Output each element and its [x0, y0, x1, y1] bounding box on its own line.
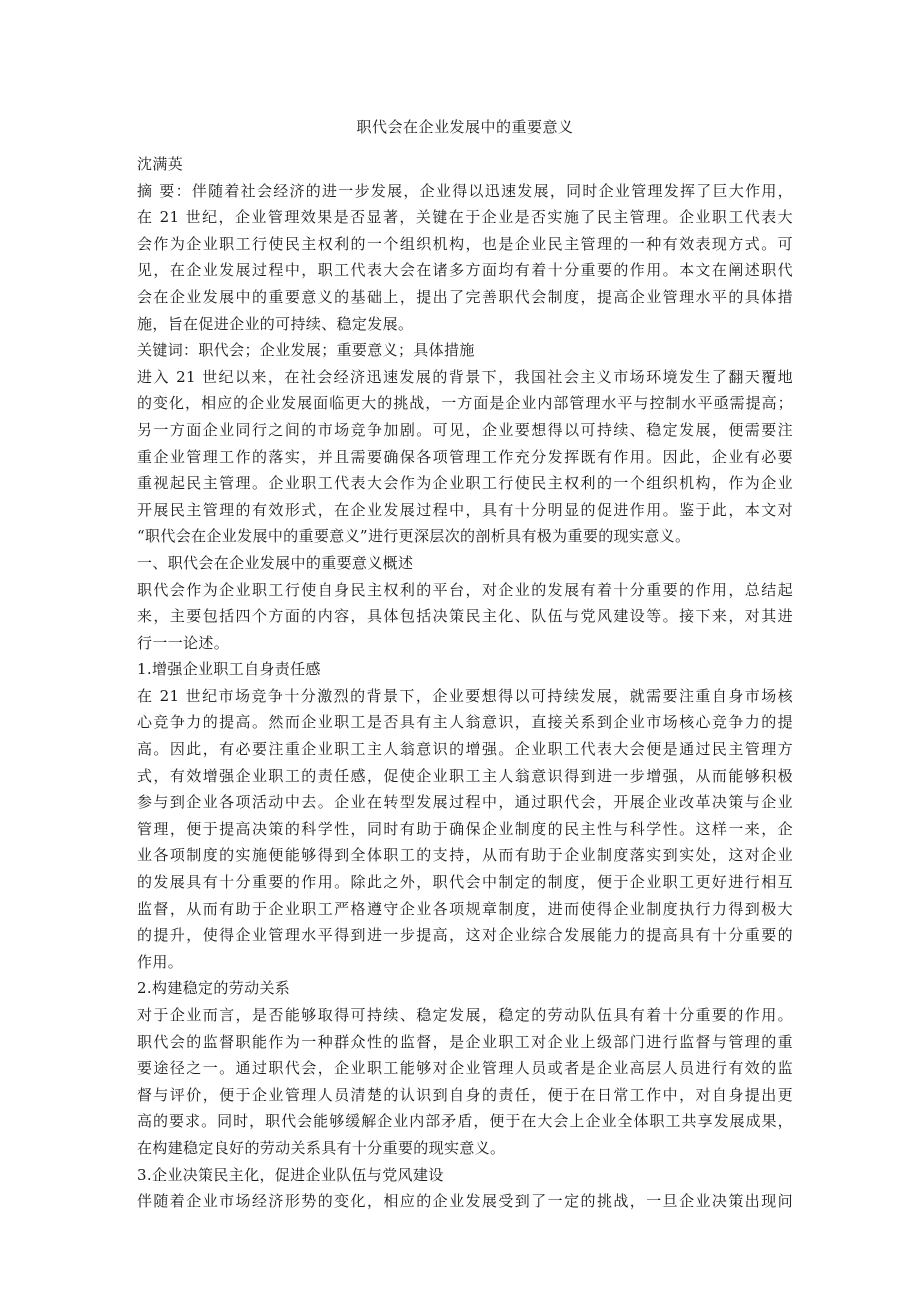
text-line: 在 21 世纪，企业管理效果是否显著，关键在于企业是否实施了民主管理。企业职工代表大 [137, 208, 793, 227]
text-line: 施，旨在促进企业的可持续、稳定发展。 [137, 314, 414, 333]
text-line: 关键词：职代会；企业发展；重要意义；具体措施 [137, 341, 475, 360]
text-line: 监督，从而有助于企业职工严格遵守企业各项规章制度，进而使得企业制度执行力得到极大 [137, 899, 793, 918]
document-title: 职代会在企业发展中的重要意义 [356, 118, 574, 136]
text-line: 业各项制度的实施便能够得到全体职工的支持，从而有助于企业制度落实到实处，这对企业 [137, 846, 793, 865]
text-line: 要途径之一。通过职代会，企业职工能够对企业管理人员或者是企业高层人员进行有效的监 [137, 1059, 793, 1078]
text-line: 的提升，使得企业管理水平得到进一步提高，这对企业综合发展能力的提高具有十分重要的 [137, 926, 793, 945]
text-line: 督与评价，便于企业管理人员清楚的认识到自身的责任，便于在日常工作中，对自身提出更 [137, 1085, 793, 1104]
text-line: 1.增强企业职工自身责任感 [137, 660, 321, 679]
text-line: 伴随着企业市场经济形势的变化，相应的企业发展受到了一定的挑战，一旦企业决策出现问 [137, 1192, 793, 1211]
text-line: 开展民主管理的有效形式，在企业发展过程中，具有十分明显的促进作用。鉴于此，本文对 [137, 500, 793, 519]
text-line: 高。因此，有必要注重企业职工主人翁意识的增强。企业职工代表大会便是通过民主管理方 [137, 740, 793, 759]
text-line: 心竞争力的提高。然而企业职工是否具有主人翁意识，直接关系到企业市场核心竞争力的提 [137, 713, 793, 732]
text-line: 高的要求。同时，职代会能够缓解企业内部矛盾，便于在大会上企业全体职工共享发展成果， [137, 1112, 793, 1131]
text-line: 参与到企业各项活动中去。企业在转型发展过程中，通过职代会，开展企业改革决策与企业 [137, 793, 793, 812]
text-line: “职代会在企业发展中的重要意义”进行更深层次的剖析具有极为重要的现实意义。 [137, 527, 691, 546]
text-line: 重企业管理工作的落实，并且需要确保各项管理工作充分发挥既有作用。因此，企业有必要 [137, 447, 793, 466]
text-line: 对于企业而言，是否能够取得可持续、稳定发展，稳定的劳动队伍具有着十分重要的作用。 [137, 1006, 793, 1024]
text-line: 2.构建稳定的劳动关系 [137, 979, 291, 998]
text-line: 的变化，相应的企业发展面临更大的挑战，一方面是企业内部管理水平与控制水平亟需提高； [137, 394, 793, 413]
text-line: 另一方面企业同行之间的市场竞争加剧。可见，企业要想得以可持续、稳定发展，便需要注 [137, 420, 793, 439]
text-line: 来，主要包括四个方面的内容，具体包括决策民主化、队伍与党风建设等。接下来，对其进 [137, 607, 793, 626]
text-line: 会作为企业职工行使民主权利的一个组织机构，也是企业民主管理的一种有效表现方式。可 [137, 234, 793, 253]
author-name: 沈满英 [137, 155, 184, 173]
text-line: 一、职代会在企业发展中的重要意义概述 [137, 553, 414, 572]
text-line: 见，在企业发展过程中，职工代表大会在诸多方面均有着十分重要的作用。本文在阐述职代 [137, 261, 793, 280]
body-text [137, 178, 793, 1215]
text-line: 作用。 [137, 952, 184, 971]
text-line: 的发展具有十分重要的作用。除此之外，职代会中制定的制度，便于企业职工更好进行相互 [137, 873, 793, 892]
text-line: 摘 要：伴随着社会经济的进一步发展，企业得以迅速发展，同时企业管理发挥了巨大作用， [137, 181, 793, 200]
text-line: 式，有效增强企业职工的责任感，促使企业职工主人翁意识得到进一步增强，从而能够积极 [137, 766, 793, 785]
text-line: 行一一论述。 [137, 633, 230, 652]
text-line: 进入 21 世纪以来，在社会经济迅速发展的背景下，我国社会主义市场环境发生了翻天覆地 [137, 367, 793, 386]
text-line: 会在企业发展中的重要意义的基础上，提出了完善职代会制度，提高企业管理水平的具体措 [137, 287, 793, 306]
text-line: 重视起民主管理。企业职工代表大会作为企业职工行使民主权利的一个组织机构，作为企业 [137, 474, 793, 493]
text-line: 职代会的监督职能作为一种群众性的监督，是企业职工对企业上级部门进行监督与管理的重 [137, 1032, 793, 1051]
text-line: 在 21 世纪市场竞争十分激烈的背景下，企业要想得以可持续发展，就需要注重自身市场核 [137, 686, 793, 705]
text-line: 3.企业决策民主化，促进企业队伍与党风建设 [137, 1165, 444, 1184]
document-body [137, 114, 793, 1215]
text-line: 在构建稳定良好的劳动关系具有十分重要的现实意义。 [137, 1138, 506, 1157]
text-line: 管理，便于提高决策的科学性，同时有助于确保企业制度的民主性与科学性。这样一来，企 [137, 819, 793, 838]
text-line: 职代会作为企业职工行使自身民主权利的平台，对企业的发展有着十分重要的作用，总结起 [137, 580, 793, 599]
